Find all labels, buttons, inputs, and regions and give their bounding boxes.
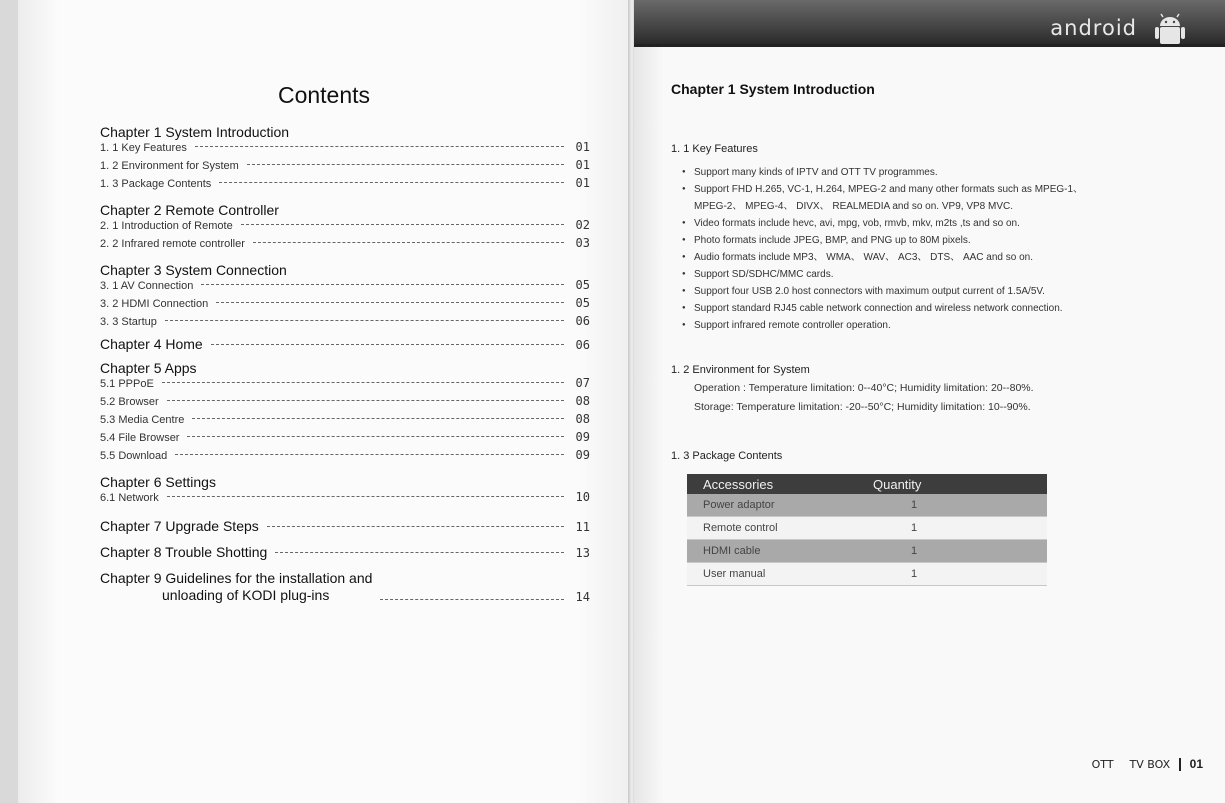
- quantity-cell: 1: [857, 540, 1047, 563]
- header-quantity: Quantity: [857, 474, 1047, 494]
- toc-page-number: 08: [575, 412, 590, 426]
- toc-page-number: 07: [575, 376, 590, 390]
- chapter-title: Chapter 1 System Introduction: [671, 81, 875, 97]
- toc-page-number: 05: [575, 296, 590, 310]
- section-title-package: 1. 3 Package Contents: [671, 450, 783, 462]
- package-contents-table: [687, 474, 1047, 586]
- table-header-row: [687, 474, 1047, 494]
- table-row: [687, 563, 1047, 586]
- right-page: [634, 0, 1225, 803]
- toc-entry[interactable]: [100, 448, 590, 466]
- toc-entry[interactable]: [100, 314, 590, 332]
- leader-dots: [195, 146, 564, 147]
- footer-divider: [1179, 758, 1181, 771]
- page-number: 01: [1189, 757, 1203, 771]
- toc-chapter-9-line2: unloading of KODI plug-ins: [162, 587, 330, 603]
- leader-dots: [211, 344, 564, 345]
- toc-entry-label: 2. 2 Infrared remote controller: [100, 238, 245, 250]
- list-item: ● Video formats include hevc, avi, mpg, vob, rmvb, mkv, m2ts ,ts and so on.: [684, 215, 1164, 232]
- list-item: ● Support SD/SDHC/MMC cards.: [684, 266, 1164, 283]
- footer-ott-label: OTT: [1091, 757, 1114, 771]
- toc-page-number: 02: [575, 218, 590, 232]
- feature-list: [684, 164, 1164, 334]
- leader-dots: [380, 599, 564, 600]
- toc-chapter-4[interactable]: [100, 336, 590, 358]
- leader-dots: [192, 418, 564, 419]
- leader-dots: [253, 242, 564, 243]
- table-of-contents: [100, 124, 590, 604]
- accessory-cell: Power adaptor: [687, 494, 857, 517]
- leader-dots: [275, 552, 564, 553]
- toc-page-number: 06: [575, 314, 590, 328]
- toc-chapter-8[interactable]: [100, 544, 590, 566]
- toc-entry-label: 1. 2 Environment for System: [100, 160, 239, 172]
- leader-dots: [201, 284, 564, 285]
- leader-dots: [175, 454, 564, 455]
- leader-dots: [247, 164, 564, 165]
- toc-chapter-1: Chapter 1 System Introduction: [100, 124, 290, 140]
- toc-page-number: 09: [575, 430, 590, 444]
- toc-entry-label: 5.2 Browser: [100, 396, 159, 408]
- toc-entry[interactable]: [100, 236, 590, 254]
- leader-dots: [216, 302, 564, 303]
- android-robot-icon: [1153, 10, 1187, 44]
- toc-chapter-2: Chapter 2 Remote Controller: [100, 202, 279, 218]
- toc-page-number: 11: [575, 520, 590, 534]
- quantity-cell: 1: [857, 563, 1047, 586]
- toc-page-number: 03: [575, 236, 590, 250]
- header-rule: [634, 44, 1225, 47]
- toc-entry[interactable]: [100, 490, 590, 508]
- section-title-key-features: 1. 1 Key Features: [671, 143, 758, 155]
- toc-entry[interactable]: [100, 376, 590, 394]
- toc-page-number: 14: [575, 590, 590, 604]
- table-row: [687, 540, 1047, 563]
- footer-tvbox-label: TV BOX: [1129, 757, 1171, 771]
- toc-chapter-5: Chapter 5 Apps: [100, 360, 197, 376]
- env-operation: Operation : Temperature limitation: 0--40°C; Humidity limitation: 20--80%.: [694, 382, 1034, 394]
- contents-title: Contents: [277, 82, 371, 108]
- leader-dots: [165, 320, 564, 321]
- list-item: ● Audio formats include MP3、 WMA、 WAV、 AC3、 DTS、 AAC and so on.: [684, 249, 1164, 266]
- accessory-cell: HDMI cable: [687, 540, 857, 563]
- toc-entry-label: 2. 1 Introduction of Remote: [100, 220, 233, 232]
- leader-dots: [167, 496, 564, 497]
- toc-entry-label: 5.5 Download: [100, 450, 168, 462]
- toc-entry-label: 3. 2 HDMI Connection: [100, 298, 209, 310]
- toc-entry[interactable]: [100, 176, 590, 194]
- leader-dots: [241, 224, 564, 225]
- leader-dots: [267, 526, 564, 527]
- toc-page-number: 10: [575, 490, 590, 504]
- left-page: [18, 0, 630, 803]
- toc-chapter-7[interactable]: [100, 518, 590, 540]
- toc-chapter-9-line1: Chapter 9 Guidelines for the installation and: [100, 570, 373, 586]
- toc-entry-label: 5.4 File Browser: [100, 432, 180, 444]
- toc-chapter-6: Chapter 6 Settings: [100, 474, 216, 490]
- toc-entry-label: 1. 3 Package Contents: [100, 178, 212, 190]
- list-item: ● Photo formats include JPEG, BMP, and PNG up to 80M pixels.: [684, 232, 1164, 249]
- toc-entry-label: 5.3 Media Centre: [100, 414, 185, 426]
- toc-page-number: 01: [575, 176, 590, 190]
- toc-entry[interactable]: [100, 218, 590, 236]
- toc-entry[interactable]: [100, 158, 590, 176]
- table-row: [687, 494, 1047, 517]
- toc-entry[interactable]: [100, 430, 590, 448]
- toc-page-number: 01: [575, 140, 590, 154]
- accessory-cell: Remote control: [687, 517, 857, 540]
- quantity-cell: 1: [857, 517, 1047, 540]
- leader-dots: [162, 382, 564, 383]
- list-item: ● Support FHD H.265, VC-1, H.264, MPEG-2 and many other formats such as MPEG-1、: [684, 181, 1164, 198]
- list-item: ● Support standard RJ45 cable network connection and wireless network connection.: [684, 300, 1164, 317]
- quantity-cell: 1: [857, 494, 1047, 517]
- toc-page-number: 09: [575, 448, 590, 462]
- toc-chapter-label: Chapter 8 Trouble Shotting: [100, 544, 268, 560]
- list-item: ● Support infrared remote controller operation.: [684, 317, 1164, 334]
- leader-dots: [167, 400, 564, 401]
- toc-entry[interactable]: [100, 296, 590, 314]
- toc-entry[interactable]: [100, 412, 590, 430]
- toc-chapter-label: Chapter 4 Home: [100, 336, 203, 352]
- table-row: [687, 517, 1047, 540]
- toc-chapter-label: Chapter 7 Upgrade Steps: [100, 518, 259, 534]
- header-accessories: Accessories: [687, 474, 857, 494]
- toc-chapter-3: Chapter 3 System Connection: [100, 262, 287, 278]
- leader-dots: [219, 182, 564, 183]
- accessory-cell: User manual: [687, 563, 857, 586]
- toc-page-number: 13: [575, 546, 590, 560]
- list-item: ● Support four USB 2.0 host connectors with maximum output current of 1.5A/5V.: [684, 283, 1164, 300]
- page-footer: [1092, 757, 1203, 771]
- toc-page-number: 08: [575, 394, 590, 408]
- brand-logo-text: android: [1050, 16, 1137, 40]
- toc-chapter-label: [100, 570, 372, 604]
- toc-entry-label: 5.1 PPPoE: [100, 378, 154, 390]
- toc-page-number: 06: [575, 338, 590, 352]
- toc-entry-label: 1. 1 Key Features: [100, 142, 187, 154]
- toc-entry[interactable]: [100, 278, 590, 296]
- toc-page-number: 05: [575, 278, 590, 292]
- toc-chapter-9[interactable]: [100, 570, 590, 604]
- env-storage: Storage: Temperature limitation: -20--50°C; Humidity limitation: 10--90%.: [694, 401, 1031, 413]
- section-title-environment: 1. 2 Environment for System: [671, 364, 810, 376]
- leader-dots: [187, 436, 564, 437]
- toc-page-number: 01: [575, 158, 590, 172]
- toc-entry-label: 3. 1 AV Connection: [100, 280, 194, 292]
- list-item: ● Support many kinds of IPTV and OTT TV programmes.: [684, 164, 1164, 181]
- toc-entry-label: 6.1 Network: [100, 492, 159, 504]
- toc-entry-label: 3. 3 Startup: [100, 316, 157, 328]
- toc-entry[interactable]: [100, 140, 590, 158]
- list-item: MPEG-2、 MPEG-4、 DIVX、 REALMEDIA and so on. VP9, VP8 MVC.: [694, 201, 1013, 212]
- toc-entry[interactable]: [100, 394, 590, 412]
